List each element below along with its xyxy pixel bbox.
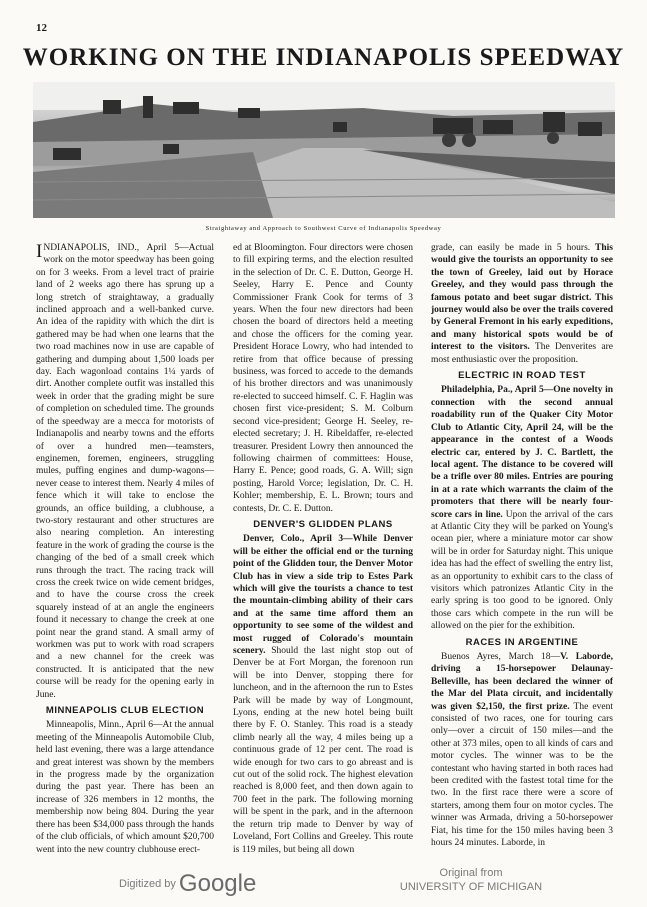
denver-continued-bold: This would give the tourists an opportunity to see the town of Greeley, laid out by Horace Greeley, and they would pass through the famous potato and beet sugar district. This journey would also be over the trails covered by General Fremont in his early expeditions, and many historical spots would be of interest to the visitors.	[431, 243, 613, 353]
page-number: 12	[36, 22, 47, 34]
denver-lead: Denver, Colo., April 3—While Denver will be either the official end or the turning point of the Glidden tour, the Denver Motor Club has in view a side trip to Estes Park which will give the tourists a chance to test the mountain-climbing ability of their cars and at the same time afford them an opportunity to see some of the wildest and most rugged of Colorado's mountain scenery.	[233, 534, 413, 656]
speedway-photo	[33, 82, 615, 218]
electric-paragraph	[431, 384, 613, 632]
indianapolis-paragraph	[36, 242, 214, 701]
electric-rest: Upon the arrival of the cars at Atlantic City they will be parked on Young's ocean pier, where a miniature motor car show will be in order for Saturday night. This unique idea has had the effect of swelling the entry list, as an opportunity to exhibit cars to the class of visitors which patronizes Atlantic City in the early spring is too good to be ignored. Only those cars which compete in the run will be allowed on the pier for the exhibition.	[431, 509, 613, 632]
column-2	[233, 242, 413, 854]
argentine-heading: RACES IN ARGENTINE	[465, 636, 579, 648]
google-logo: Google	[178, 870, 257, 897]
argentine-plain: Buenos Ayres, March 18—	[441, 652, 561, 662]
digitized-by-watermark	[119, 870, 256, 898]
denver-paragraph	[233, 533, 413, 854]
denver-continued-end: The Denverites are most enthusiastic over the proposition.	[431, 342, 613, 365]
column-1	[36, 242, 214, 854]
argentine-paragraph	[431, 651, 613, 850]
original-from-watermark	[386, 866, 556, 894]
denver-continued-plain: grade, can easily be made in 5 hours.	[431, 243, 591, 253]
university-label: UNIVERSITY OF MICHIGAN	[399, 881, 543, 893]
electric-lead: Philadelphia, Pa., April 5—One novelty in connection with the second annual roadability run of the Quaker City Motor Club to Atlantic City, April 24, will be the appearance in the contest of a Woods electric car, entered by J. C. Bartlett, the local agent. The distance to be covered will be a trifle over 80 miles. Entries are pouring in at a rate which warrants the claim of the promoters that there will be nearly four-score cars in line.	[431, 385, 613, 520]
digitized-by-label: Digitized by	[119, 878, 176, 890]
minneapolis-paragraph: Minneapolis, Minn., April 6—At the annual meeting of the Minneapolis Automobile Club, held last evening, there was a large attendance and great interest was shown by the members in the progress made by the organization during the past year. There has been an increase of 326 members in 12 months, the membership now being 804. During the year there has been $34,000 pass through the hands of the club officials, of which amount $20,700 went into the new country clubhouse erect-	[36, 720, 214, 854]
argentine-bold: V. Laborde, driving a 15-horsepower Delaunay-Belleville, has been declared the winner of the Mar del Plata circuit, and incidentally was given $2,150, the first prize.	[431, 652, 613, 712]
article-headline: WORKING ON THE INDIANAPOLIS SPEEDWAY	[22, 44, 625, 71]
minneapolis-continued-paragraph: ed at Bloomington. Four directors were chosen to fill expiring terms, and the election resulted in the selection of Dr. C. E. Dutton, George H. Seeley, Harry E. Pence and County Commissioner Frank Cook for terms of 3 years. When the four new directors had been chosen the board of directors held a meeting and chose the officers for the coming year. President Horace Lowry, who had intended to retire from that office because of pressing business, was forced to accede to the demands of his brother directors and was unanimously re-elected to succeed himself. C. F. Haglin was chosen first vice-president; S. M. Colburn second vice-president; George H. Seeley, re-elected secretary; J. H. Ribeldaffer, re-elected treasurer. President Lowry then announced the following chairmen of committees: House, Harry E. Pence; good roads, G. A. Will; sign posting, Harold Vorce; legislation, Dr. C. H. Kohler; membership, E. L. Brown; tours and contests, Dr. C. E. Dutton.	[233, 243, 413, 514]
column-3	[431, 242, 613, 854]
electric-heading: ELECTRIC IN ROAD TEST	[458, 370, 586, 382]
photo-caption: Straightaway and Approach to Southwest Curve of Indianapolis Speedway	[205, 225, 442, 232]
denver-rest: Should the last night stop out of Denver be at Fort Morgan, the forenoon run will be into Denver, stopping there for luncheon, and in the afternoon the run to Estes Park will be made by way of Longmount, Lyons, ending at the new hotel being built there by F. O. Stanley. This road is a steady climb nearly all the way, 4 miles being up a continuous grade of 12 per cent. The road is wide enough for two cars to go abreast and is cut out of the solid rock. The highest elevation reached is 8,000 feet, and then down again to 700 feet in the park. The following morning will be spent in the park, and in the afternoon the return trip made to Denver by way of Loveland, Fort Collins and Greeley. This route is 119 miles, but being all down	[233, 646, 413, 854]
original-from-label: Original from	[439, 867, 503, 879]
indianapolis-text: NDIANAPOLIS, IND., April 5—Actual work on the motor speedway has been going on for 3 weeks. From a level tract of prairie land of 2 weeks ago there has sprung up a long stretch of straightaway, a gradually inclined approach and a well-banked curve. An idea of the rapidity with which the dirt is gathered may be had when one learns that the two road machines now in use are capable of gathering and dumping about 1,500 loads per day. Each wagonload contains 1¼ yards of dirt. Another complete outfit was installed this week in order that the grading might be sure of completion on scheduled time. The grounds of the speedway are a mecca for motorists of Indianapolis and nearby towns and the efforts of over a hundred men—teamsters, enginemen, foremen, engineers, struggling mules, puffing engines and dump-wagons—never cease to interest them. Nearly 4 miles of fence which it will take to enclose the grounds, an office building, a clubhouse, a two-story restaurant and other structures are also nearing completion. An interesting feature in the work of grading the course is the changing of the bed of a small creek which runs through the tract. The racing track will cross the creek twice on wide cement bridges, and to have the course cross the creek squarely instead of at an angle the engineers found it necessary to change the creek at one point near the grand stand. A small army of workmen was put to work with road scrapers and a new channel for the creek was constructed. It is anticipated that the new course will be ready for the opening early in June.	[36, 243, 214, 700]
denver-continued-paragraph	[431, 242, 613, 366]
drop-cap: I	[36, 242, 43, 262]
denver-heading: DENVER'S GLIDDEN PLANS	[253, 518, 393, 530]
speedway-photo-illustration	[33, 82, 615, 218]
minneapolis-heading: MINNEAPOLIS CLUB ELECTION	[45, 705, 205, 717]
argentine-rest: The event consisted of two races, one for touring cars only—over a circuit of 150 miles—and the other at 373 miles, open to all kinds of cars and motor cycles. The winner was to be the contestant who having started in both races had been credited with the fastest total time for the two. In the first race there were a score of starters, among them four on motor cycles. The winner was Armada, driving a 50-horsepower Fiat, his time for the 150 miles having been 3 hours 24 minutes. Laborde, in	[431, 701, 613, 849]
